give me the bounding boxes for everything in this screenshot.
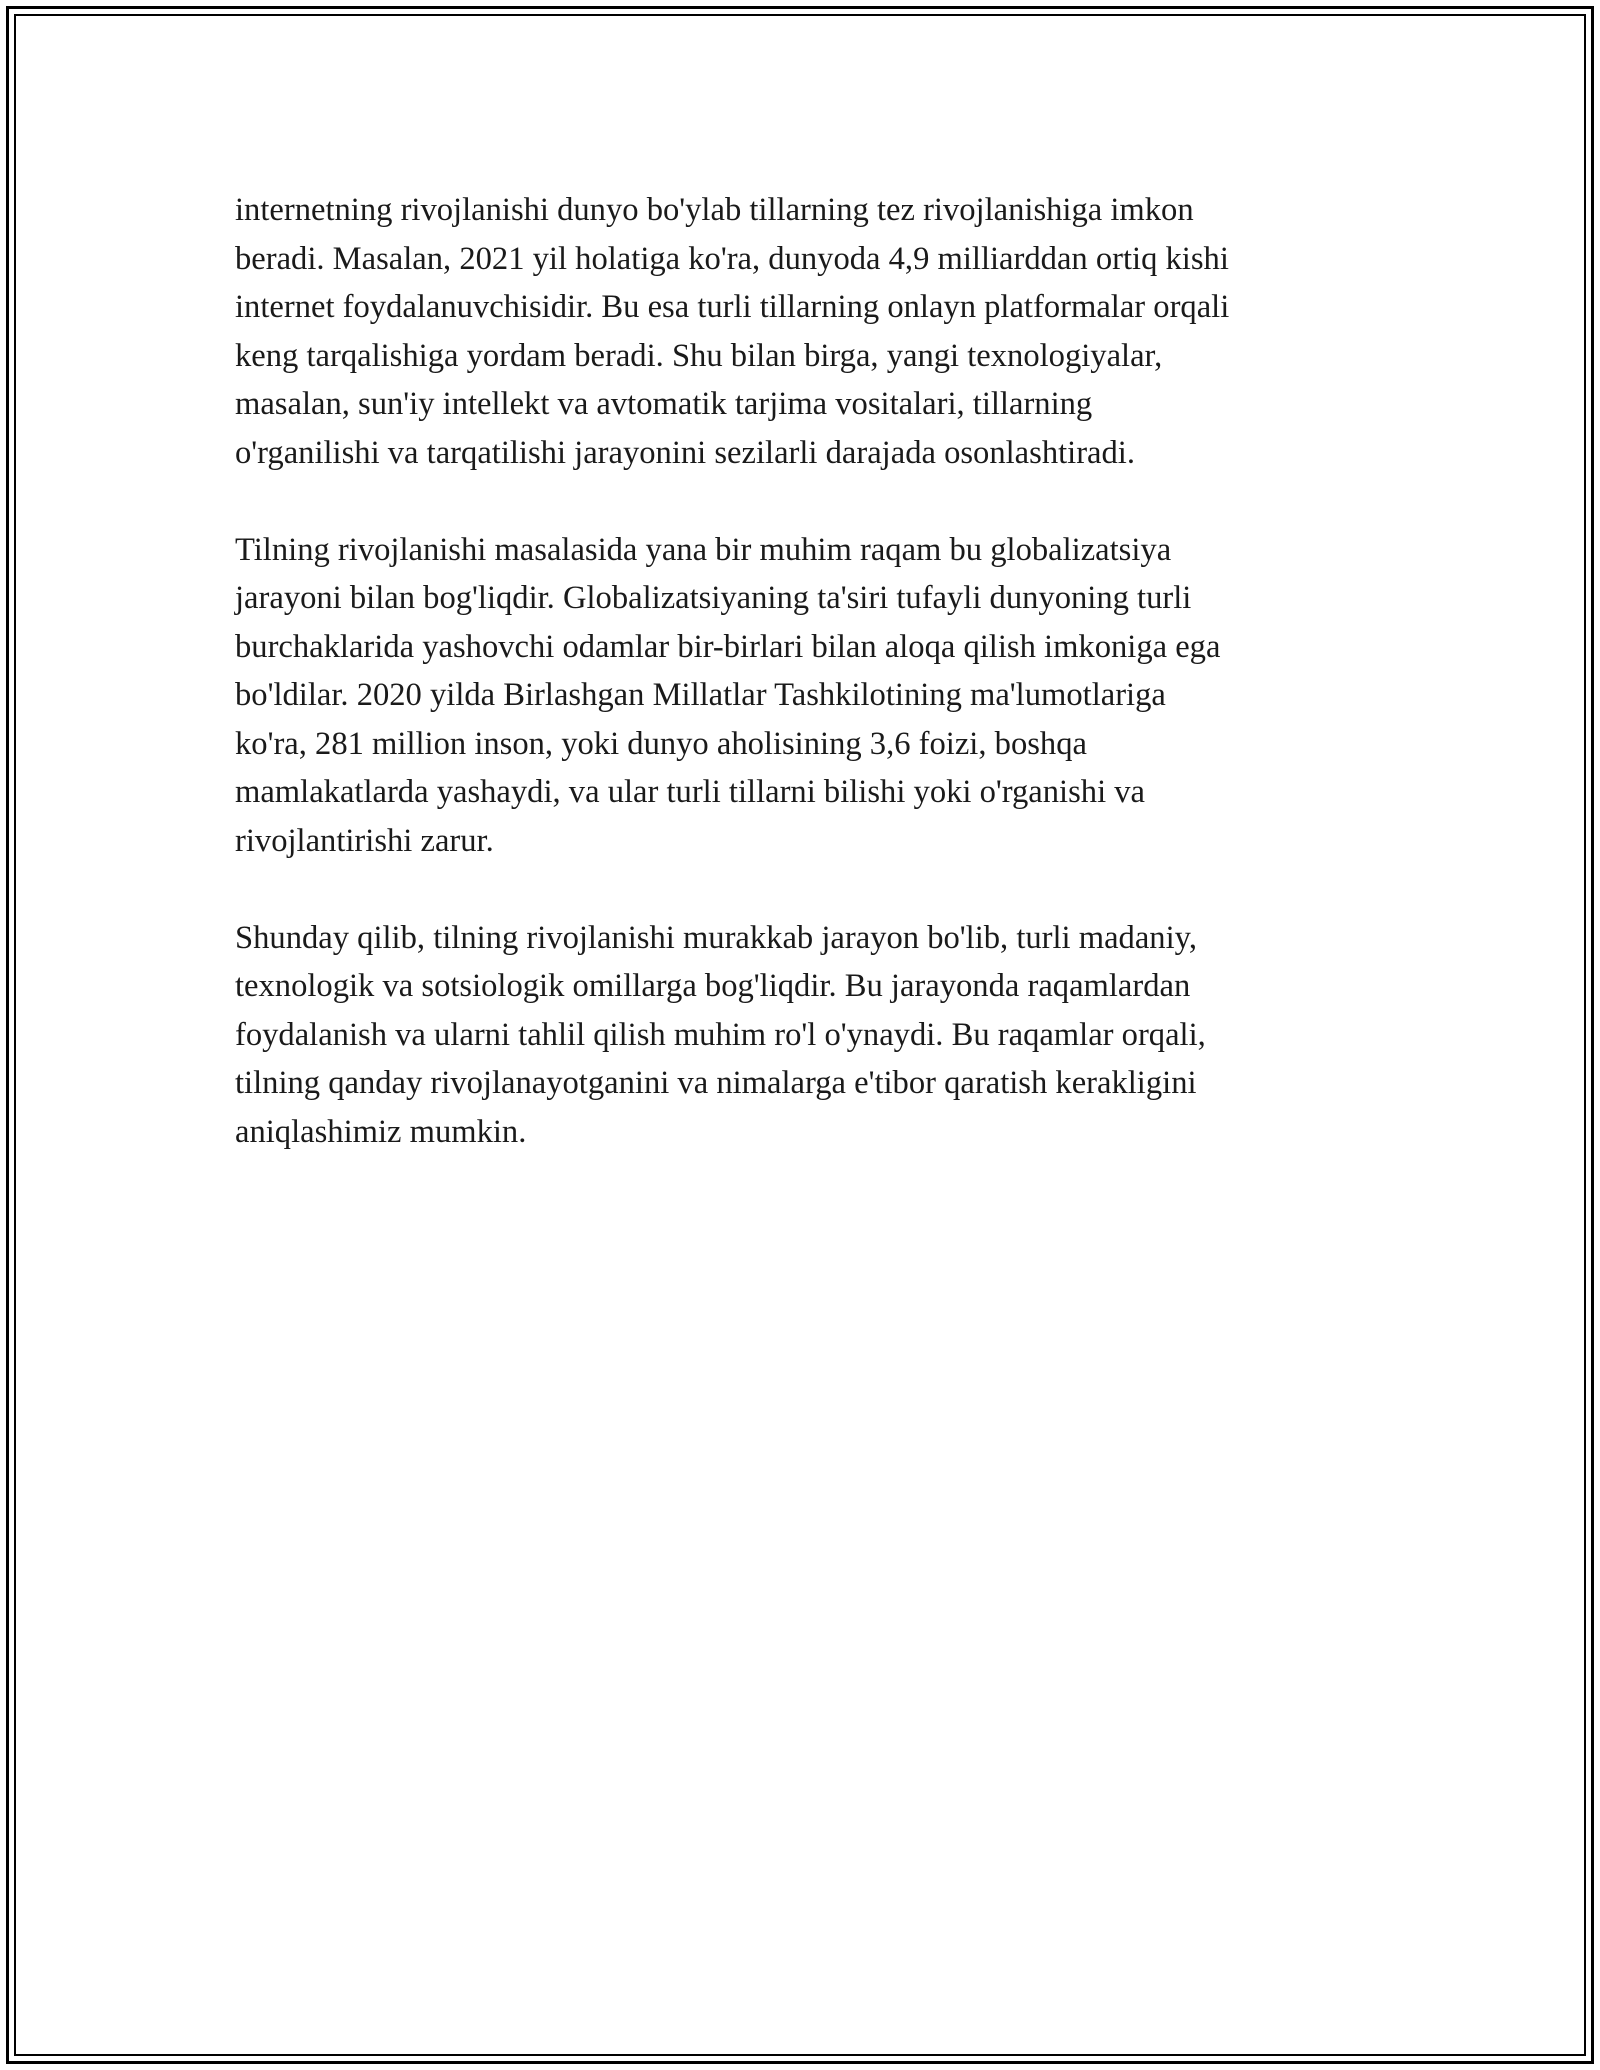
paragraph-3: Shunday qilib, tilning rivojlanishi murakkab jarayon bo'lib, turli madaniy, texnologik va sotsiologik omillarga bog'liqdir. Bu jarayonda raqamlardan foydalanish va ularni tahlil qilish muhim ro'l o'ynaydi. Bu raqamlar orqali, tilning qanday rivojlanayotganini va nimalarga e'tibor qaratish kerakligini aniqlashimiz mumkin. — [235, 919, 1206, 1150]
paragraph-1: internetning rivojlanishi dunyo bo'ylab tillarning tez rivojlanishiga imkon beradi. Masalan, 2021 yil holatiga ko'ra, dunyoda 4,9 milliarddan ortiq kishi internet foydalanuvchisidir. Bu esa turli tillarning onlayn platformalar orqali keng tarqalishiga yordam beradi. Shu bilan birga, yangi texnologiyalar, masalan, sun'iy intellekt va avtomatik tarjima vositalari, tillarning o'rganilishi va tarqatilishi jarayonini sezilarli darajada osonlashtiradi. — [235, 192, 1230, 471]
paragraph-2: Tilning rivojlanishi masalasida yana bir muhim raqam bu globalizatsiya jarayoni bilan bog'liqdir. Globalizatsiyaning ta'siri tufayli dunyoning turli burchaklarida yashovchi odamlar bir-birlari bilan aloqa qilish imkoniga ega bo'ldilar. 2020 yilda Birlashgan Millatlar Tashkilotining ma'lumotlariga ko'ra, 281 million inson, yoki dunyo aholisining 3,6 foizi, boshqa mamlakatlarda yashaydi, va ular turli tillarni bilishi yoki o'rganishi va rivojlantirishi zarur. — [235, 531, 1221, 859]
document-body — [235, 186, 1365, 1205]
